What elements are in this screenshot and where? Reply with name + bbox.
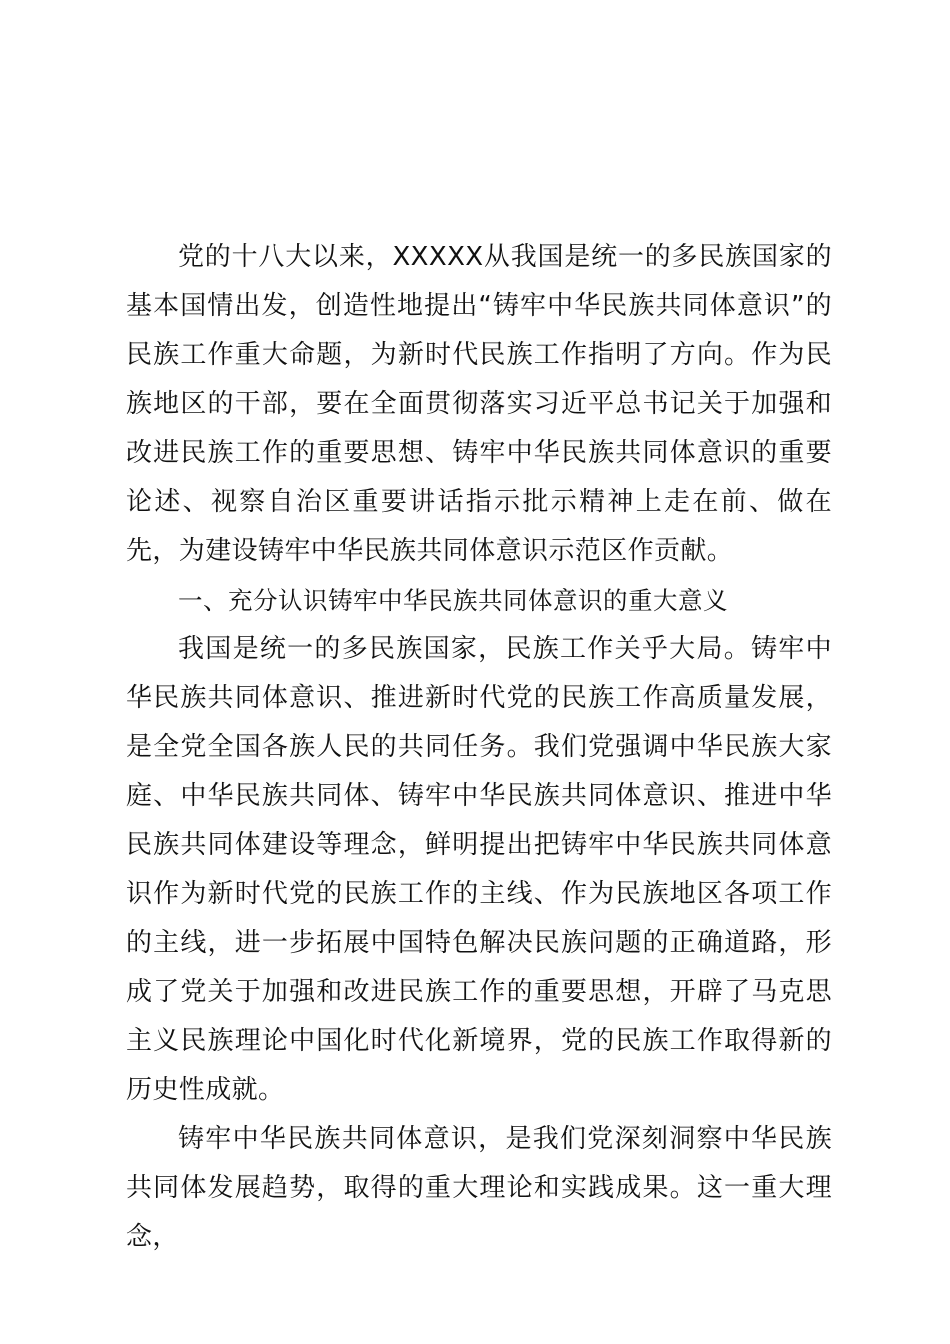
document-body	[126, 233, 832, 1262]
section-heading-1: 一、充分认识铸牢中华民族共同体意识的重大意义	[178, 586, 728, 615]
body-paragraph-1: 我国是统一的多民族国家，民族工作关乎大局。铸牢中华民族共同体意识、推进新时代党的民族工作高质量发展，是全党全国各族人民的共同任务。我们党强调中华民族大家庭、中华民族共同体、铸牢中华民族共同体意识、推进中华民族共同体建设等理念，鲜明提出把铸牢中华民族共同体意识作为新时代党的民族工作的主线、作为民族地区各项工作的主线，进一步拓展中国特色解决民族问题的正确道路，形成了党关于加强和改进民族工作的重要思想，开辟了马克思主义民族理论中国化时代化新境界，党的民族工作取得新的历史性成就。	[126, 634, 832, 1105]
intro-paragraph: 党的十八大以来，XXXXX从我国是统一的多民族国家的基本国情出发，创造性地提出“铸牢中华民族共同体意识”的民族工作重大命题，为新时代民族工作指明了方向。作为民族地区的干部，要在全面贯彻落实习近平总书记关于加强和改进民族工作的重要思想、铸牢中华民族共同体意识的重要论述、视察自治区重要讲话指示批示精神上走在前、做在先，为建设铸牢中华民族共同体意识示范区作贡献。	[126, 242, 832, 566]
body-paragraph-2: 铸牢中华民族共同体意识，是我们党深刻洞察中华民族共同体发展趋势，取得的重大理论和实践成果。这一重大理念，	[126, 1124, 832, 1252]
